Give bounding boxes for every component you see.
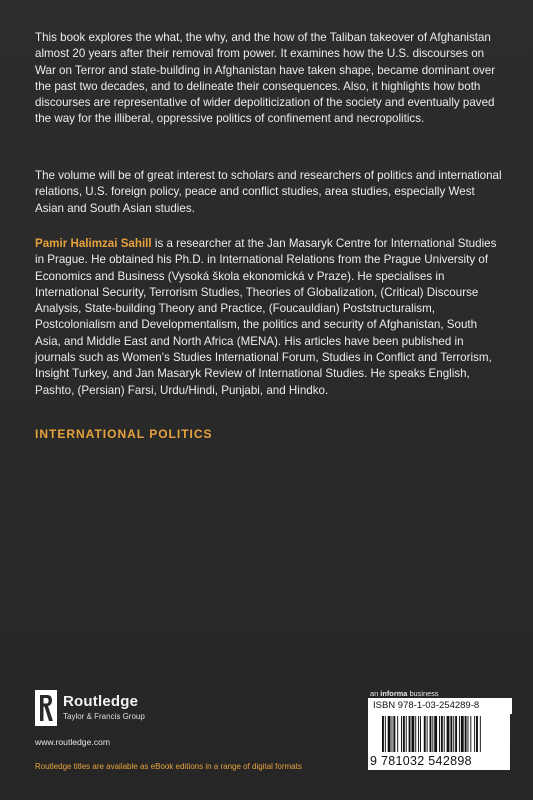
informa-prefix: an xyxy=(370,689,381,698)
barcode-bar xyxy=(470,716,471,752)
barcode-bar xyxy=(455,716,457,752)
barcode-bar xyxy=(403,716,405,752)
publisher-logo xyxy=(35,690,235,730)
barcode-bar xyxy=(441,716,443,752)
barcode-bar xyxy=(453,716,454,752)
barcode-bar xyxy=(388,716,391,752)
publisher-name: Routledge xyxy=(63,693,139,710)
informa-tagline xyxy=(370,689,439,698)
isbn-label: ISBN 978-1-03-254289-8 xyxy=(373,700,480,711)
barcode-bar xyxy=(465,716,467,752)
barcode-bar xyxy=(434,716,437,752)
barcode-bar xyxy=(427,716,428,752)
informa-suffix: business xyxy=(407,689,439,698)
barcode-digits: 9 781032 542898 xyxy=(370,754,472,768)
barcode-bar xyxy=(432,716,433,752)
barcode-bar xyxy=(424,716,426,752)
barcode-bar xyxy=(382,716,384,752)
barcode-bar xyxy=(444,716,445,752)
series-label: INTERNATIONAL POLITICS xyxy=(35,427,213,441)
barcode-bar xyxy=(430,716,432,752)
blurb-paragraph-2: The volume will be of great interest to scholars and researchers of politics and international relations, U.S. foreign policy, peace and conflict studies, area studies, especially West Asian and South Asian studies. xyxy=(35,169,502,215)
author-bio xyxy=(35,236,503,399)
barcode-bar xyxy=(392,716,393,752)
barcode-bar xyxy=(459,716,460,752)
isbn-box xyxy=(368,698,512,714)
barcode-bar xyxy=(406,716,407,752)
barcode xyxy=(368,714,510,770)
barcode-bar xyxy=(401,716,402,752)
barcode-bar xyxy=(476,716,478,752)
publisher-group: Taylor & Francis Group xyxy=(63,712,145,721)
barcode-bar xyxy=(385,716,386,752)
author-name: Pamir Halimzai Sahill xyxy=(35,237,152,250)
barcode-bar xyxy=(393,716,395,752)
barcode-bar xyxy=(474,716,475,752)
barcode-bars xyxy=(368,714,510,754)
routledge-logo-icon xyxy=(35,690,57,726)
barcode-bar xyxy=(415,716,416,752)
barcode-bar xyxy=(480,716,481,752)
ebook-note: Routledge titles are available as eBook editions in a range of digital formats xyxy=(35,762,302,771)
barcode-bar xyxy=(418,716,419,752)
barcode-bar xyxy=(450,716,452,752)
barcode-bar xyxy=(420,716,421,752)
barcode-bar xyxy=(411,716,414,752)
informa-brand: informa xyxy=(380,689,408,698)
barcode-bar xyxy=(397,716,398,752)
publisher-website[interactable]: www.routledge.com xyxy=(35,737,110,747)
author-bio-text: is a researcher at the Jan Masaryk Centre for International Studies in Prague. He obtained his Ph.D. in International Relations from the Prague University of Economics and Business (Vysoká škola ekonomická v Praze). He specialises in International Security, Terrorism Studies, Theories of Globalization, (Critical) Discourse Analysis, State-building Theory and Practice, (Foucauldian) Poststructuralism, Postcolonialism and Developmentalism, the politics and security of Afghanistan, South Asia, and Middle East and North Africa (MENA). His articles have been published in journals such as Women's Studies International Forum, Studies in Conflict and Terrorism, Insight Turkey, and Jan Masaryk Review of International Studies. He speaks English, Pashto, (Persian) Farsi, Urdu/Hindi, Punjabi, and Hindko. xyxy=(35,237,497,397)
blurb-paragraph-1: This book explores the what, the why, and the how of the Taliban takeover of Afghanistan almost 20 years after their removal from power. It examines how the U.S. discourses on War on Terror and state-building in Afghanistan have taken shape, became dominant over the past two decades, and to delineate their consequences. Also, it highlights how both discourses are representative of wider depoliticization of the society and eventually paved the way for the illiberal, oppressive politics of confinement and necropolitics. xyxy=(35,31,496,126)
barcode-bar xyxy=(439,716,440,752)
barcode-bar xyxy=(447,716,450,752)
barcode-bar xyxy=(461,716,464,752)
barcode-bar xyxy=(409,716,411,752)
barcode-bar xyxy=(468,716,469,752)
